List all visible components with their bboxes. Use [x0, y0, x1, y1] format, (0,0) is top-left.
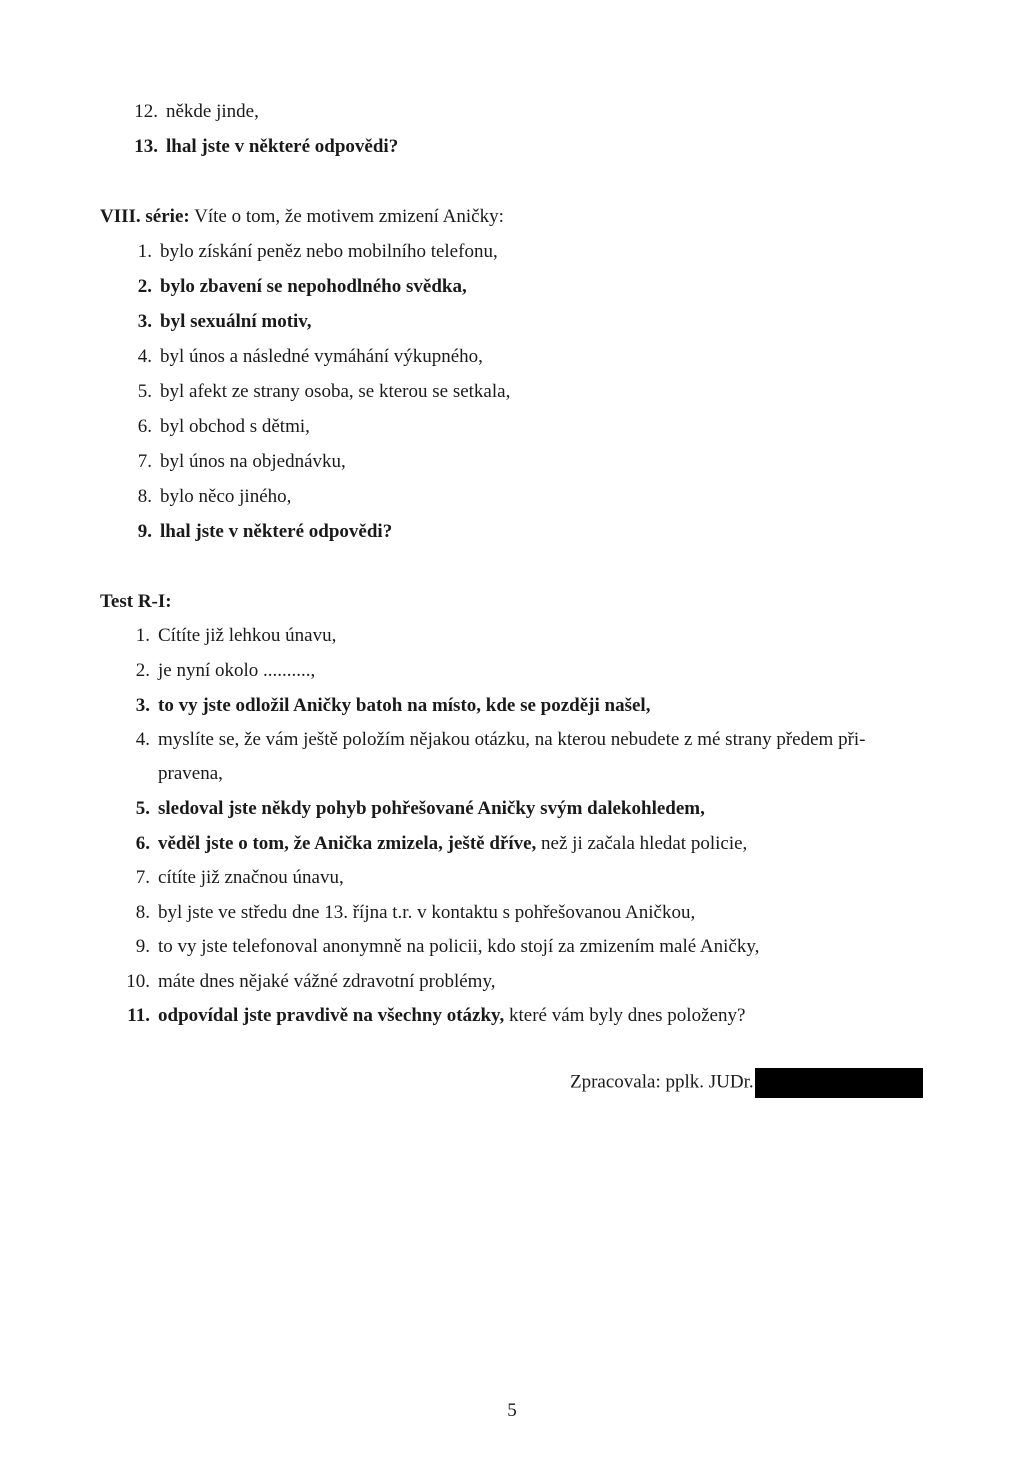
item-text: je nyní okolo .........., — [158, 660, 316, 681]
item-number: 3. — [137, 311, 152, 332]
list-item — [124, 415, 310, 439]
item-text: byl únos na objednávku, — [160, 451, 346, 472]
list-item — [122, 624, 336, 648]
item-number: 7. — [137, 451, 152, 472]
redaction-box — [755, 1068, 923, 1098]
item-number: 7. — [135, 867, 150, 888]
item-text: lhal jste v některé odpovědi? — [166, 136, 399, 157]
item-number: 3. — [135, 695, 150, 716]
list-item — [124, 380, 510, 404]
item-number: 10. — [126, 971, 150, 992]
test-ri-heading: Test R-I: — [100, 591, 172, 612]
item-number: 1. — [137, 241, 152, 262]
list-item — [130, 100, 259, 124]
list-item — [124, 520, 392, 544]
signature-line — [570, 1068, 923, 1098]
item-text: někde jinde, — [166, 101, 259, 122]
list-item — [122, 866, 344, 890]
item-text: bylo zbavení se nepohodlného svědka, — [160, 276, 467, 297]
page-number: 5 — [507, 1400, 517, 1421]
item-text: bylo získání peněz nebo mobilního telefonu, — [160, 241, 498, 262]
item-text-bold: věděl jste o tom, že Anička zmizela, ještě dříve, — [158, 833, 537, 854]
item-text: to vy jste telefonoval anonymně na policii, kdo stojí za zmizením malé Aničky, — [158, 936, 760, 957]
list-item — [122, 659, 315, 683]
list-item — [124, 485, 291, 509]
list-item — [124, 310, 312, 334]
item-number: 4. — [135, 729, 150, 750]
item-text: byl únos a následné vymáhání výkupného, — [160, 346, 483, 367]
list-item — [122, 901, 695, 925]
item-text-bold: odpovídal jste pravdivě na všechny otázky, — [158, 1005, 505, 1026]
list-item — [122, 797, 705, 821]
list-item — [122, 935, 759, 959]
signature-text: Zpracovala: pplk. JUDr. — [570, 1071, 754, 1093]
item-text: sledoval jste někdy pohyb pohřešované Aničky svým dalekohledem, — [158, 798, 705, 819]
item-number: 13. — [134, 136, 158, 157]
list-item — [130, 135, 398, 159]
item-text: myslíte se, že vám ještě položím nějakou otázku, na kterou nebudete z mé strany předem při- — [158, 729, 866, 750]
item-text: byl afekt ze strany osoba, se kterou se setkala, — [160, 381, 511, 402]
list-item — [124, 275, 467, 299]
list-item — [116, 1004, 745, 1028]
item-number: 6. — [137, 416, 152, 437]
item-number: 8. — [137, 486, 152, 507]
item-text: cítíte již značnou únavu, — [158, 867, 344, 888]
item-number: 2. — [135, 660, 150, 681]
item-text: lhal jste v některé odpovědi? — [160, 521, 393, 542]
list-item — [124, 450, 346, 474]
list-item — [122, 728, 866, 752]
item-text: než ji začala hledat policie, — [536, 833, 748, 854]
item-text: bylo něco jiného, — [160, 486, 292, 507]
item-number: 4. — [137, 346, 152, 367]
item-number: 11. — [127, 1005, 150, 1026]
list-item — [124, 240, 498, 264]
list-item — [124, 345, 483, 369]
list-item-continuation: pravena, — [158, 763, 223, 784]
series-8-heading — [100, 205, 504, 229]
list-item — [116, 970, 495, 994]
list-item — [122, 694, 650, 718]
item-number: 1. — [135, 625, 150, 646]
item-number: 9. — [137, 521, 152, 542]
item-text: byl jste ve středu dne 13. října t.r. v kontaktu s pohřešovanou Aničkou, — [158, 902, 696, 923]
series-8-intro: Víte o tom, že motivem zmizení Aničky: — [194, 206, 504, 227]
item-text: to vy jste odložil Aničky batoh na místo, kde se později našel, — [158, 695, 651, 716]
item-number: 8. — [135, 902, 150, 923]
item-number: 9. — [135, 936, 150, 957]
item-number: 5. — [135, 798, 150, 819]
item-number: 2. — [137, 276, 152, 297]
item-number: 6. — [135, 833, 150, 854]
item-text: byl sexuální motiv, — [160, 311, 312, 332]
item-number: 12. — [134, 101, 158, 122]
item-text: máte dnes nějaké vážné zdravotní problémy, — [158, 971, 496, 992]
series-8-label: VIII. série: — [100, 206, 190, 227]
list-item — [122, 832, 747, 856]
item-text: které vám byly dnes položeny? — [504, 1005, 746, 1026]
item-text: byl obchod s dětmi, — [160, 416, 310, 437]
item-text: Cítíte již lehkou únavu, — [158, 625, 337, 646]
item-number: 5. — [137, 381, 152, 402]
